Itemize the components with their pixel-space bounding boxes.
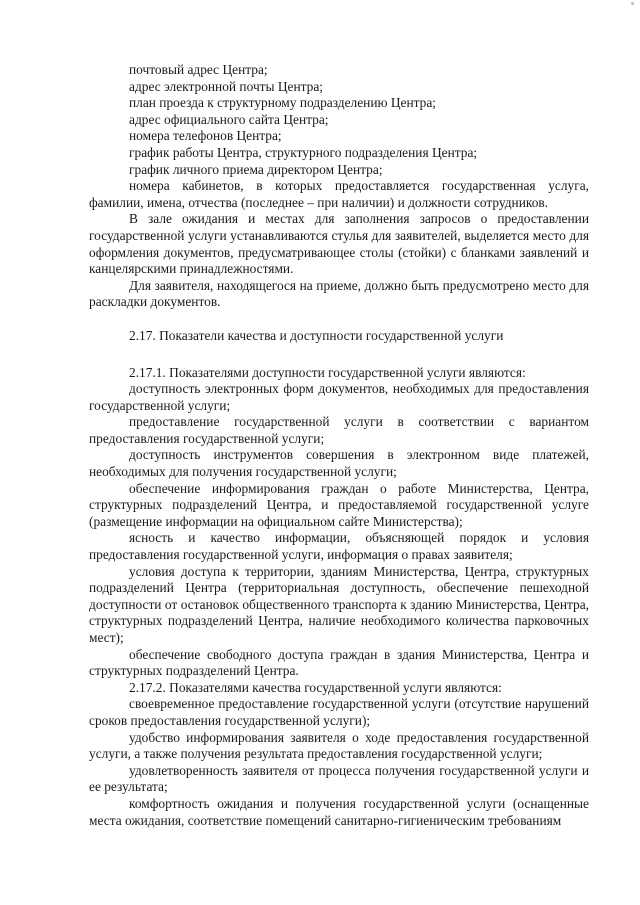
paragraph: доступность инструментов совершения в электронном виде платежей, необходимых для получения государственной услуги; xyxy=(89,447,589,480)
paragraph: обеспечение информирования граждан о работе Министерства, Центра, структурных подразделений Центра, и предоставляемой государственной услуге (размещение информации на официальном сайте Министерства); xyxy=(89,480,589,529)
paragraph: номера кабинетов, в которых предоставляется государственная услуга, фамилии, имена, отчества (последнее – при наличии) и должности сотрудников. xyxy=(89,178,589,210)
paragraph: адрес официального сайта Центра; xyxy=(129,111,329,127)
paragraph: удовлетворенность заявителя от процесса получения государственной услуги и ее результата; xyxy=(89,762,589,795)
paragraph: обеспечение свободного доступа граждан в здания Министерства, Центра и структурных подразделений Центра. xyxy=(89,646,589,679)
document-body xyxy=(89,62,589,829)
blank-line xyxy=(89,345,589,365)
blank-line xyxy=(89,311,589,328)
section-heading: 2.17. Показатели качества и доступности государственной услуги xyxy=(129,327,504,343)
paragraph: Для заявителя, находящегося на приеме, должно быть предусмотрено место для раскладки документов. xyxy=(89,277,589,310)
paragraph: предоставление государственной услуги в соответствии с вариантом предоставления государственной услуги; xyxy=(89,414,589,446)
paragraph: удобство информирования заявителя о ходе предоставления государственной услуги, а также получения результата предоставления государственной услуги; xyxy=(89,729,589,762)
paragraph: график работы Центра, структурного подразделения Центра; xyxy=(129,144,478,160)
paragraph: своевременное предоставление государственной услуги (отсутствие нарушений сроков предоставления государственной услуги); xyxy=(89,696,589,728)
paragraph: план проезда к структурному подразделению Центра; xyxy=(129,95,437,111)
paragraph: условия доступа к территории, зданиям Министерства, Центра, структурных подразделений Центра (территориальная доступность, обеспечение пешеходной доступности от остановок общественного транспорта к зданию Министерства, Центра, структурных подразделений Центра, наличие необходимого количества парковочных мест); xyxy=(89,563,589,645)
paragraph: 2.17.1. Показателями доступности государственной услуги являются: xyxy=(129,364,526,380)
paragraph: номера телефонов Центра; xyxy=(129,128,282,144)
paragraph: ясность и качество информации, объясняющей порядок и условия предоставления государственной услуги, информация о правах заявителя; xyxy=(89,530,589,563)
paragraph: доступность электронных форм документов, необходимых для предоставления государственной услуги; xyxy=(89,381,589,413)
paragraph: комфортность ожидания и получения государственной услуги (оснащенные места ожидания, соответствие помещений санитарно-гигиеническим требованиям xyxy=(89,795,589,828)
paragraph: В зале ожидания и местах для заполнения запросов о предоставлении государственной услуги устанавливаются стулья для заявителей, выделяется место для оформления документов, предусматривающее столы (стойки) с бланками заявлений и канцелярскими принадлежностями. xyxy=(89,211,589,277)
scan-dot xyxy=(631,2,634,5)
paragraph: график личного приема директором Центра; xyxy=(129,161,383,177)
paragraph: 2.17.2. Показателями качества государственной услуги являются: xyxy=(129,679,502,695)
paragraph: почтовый адрес Центра; xyxy=(129,62,268,77)
paragraph: адрес электронной почты Центра; xyxy=(129,78,324,94)
